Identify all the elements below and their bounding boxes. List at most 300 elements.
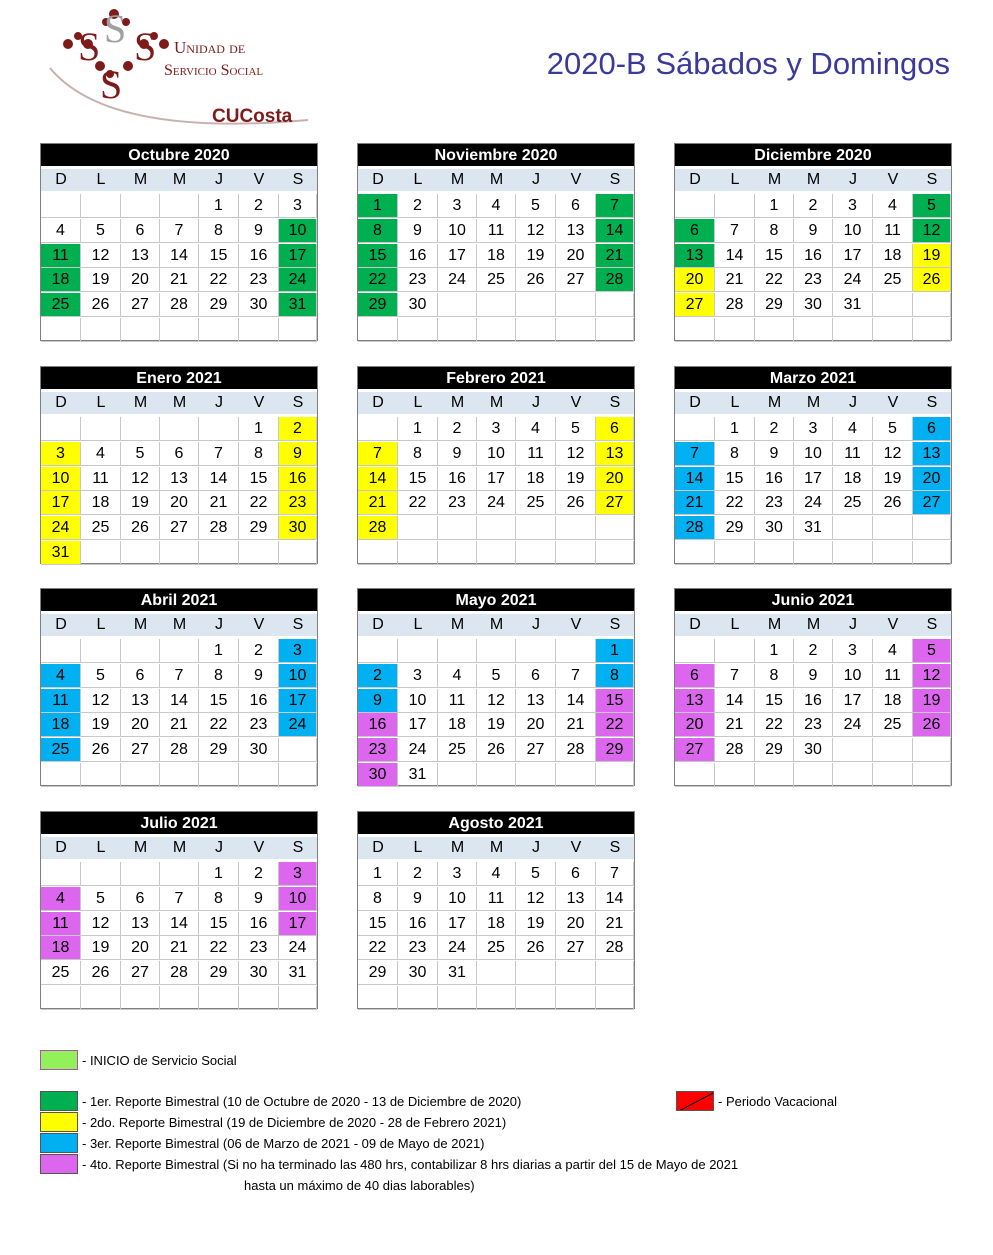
day-cell: 6 xyxy=(121,219,160,243)
weekday-header: D xyxy=(41,614,81,636)
empty-cell xyxy=(477,763,516,787)
weekday-header: V xyxy=(873,392,913,414)
day-cell: 15 xyxy=(199,689,239,713)
empty-cell xyxy=(160,862,199,886)
empty-cell xyxy=(715,194,755,218)
day-cell: 13 xyxy=(556,219,596,243)
day-cell: 24 xyxy=(41,516,81,540)
weekday-header: V xyxy=(556,392,596,414)
day-cell: 29 xyxy=(596,738,634,762)
logo-line1: Unidad de xyxy=(174,38,246,57)
day-cell: 16 xyxy=(358,713,398,737)
weekday-header: S xyxy=(596,837,634,859)
weekday-header: D xyxy=(41,837,81,859)
day-cell: 27 xyxy=(121,738,160,762)
day-cell: 5 xyxy=(477,664,516,688)
day-cell: 17 xyxy=(279,244,317,268)
day-cell: 19 xyxy=(81,268,121,292)
weekday-header: M xyxy=(794,614,833,636)
day-cell: 2 xyxy=(398,862,438,886)
day-cell: 15 xyxy=(596,689,634,713)
day-cell: 21 xyxy=(596,912,634,936)
weekday-header: M xyxy=(160,169,199,191)
day-cell: 7 xyxy=(715,664,755,688)
weekday-header: J xyxy=(199,614,239,636)
day-cell: 16 xyxy=(794,689,833,713)
month-title: Abril 2021 xyxy=(41,589,317,611)
weekday-header: M xyxy=(121,837,160,859)
empty-cell xyxy=(121,417,160,441)
empty-cell xyxy=(41,862,81,886)
day-cell: 9 xyxy=(398,887,438,911)
weekday-header: S xyxy=(279,392,317,414)
day-cell: 28 xyxy=(160,293,199,317)
empty-cell xyxy=(833,516,873,540)
day-cell: 21 xyxy=(160,268,199,292)
day-cell: 20 xyxy=(160,491,199,515)
day-cell: 10 xyxy=(438,219,477,243)
legend-reporte4-swatch xyxy=(40,1154,78,1174)
day-cell: 10 xyxy=(279,219,317,243)
day-cell: 19 xyxy=(81,936,121,960)
empty-cell xyxy=(239,986,279,1010)
day-cell: 29 xyxy=(358,961,398,985)
day-cell: 1 xyxy=(596,639,634,663)
empty-cell xyxy=(755,763,794,787)
empty-cell xyxy=(794,318,833,342)
day-cell: 24 xyxy=(279,713,317,737)
empty-cell xyxy=(675,763,715,787)
empty-cell xyxy=(556,318,596,342)
empty-cell xyxy=(160,194,199,218)
month-title: Julio 2021 xyxy=(41,812,317,834)
svg-text:S: S xyxy=(100,62,123,107)
day-cell: 8 xyxy=(199,664,239,688)
day-cell: 1 xyxy=(358,862,398,886)
day-cell: 15 xyxy=(358,244,398,268)
day-cell: 5 xyxy=(81,219,121,243)
weekday-header: S xyxy=(596,392,634,414)
weekday-header: M xyxy=(160,837,199,859)
day-cell: 24 xyxy=(477,491,516,515)
day-cell: 21 xyxy=(715,268,755,292)
day-cell: 24 xyxy=(794,491,833,515)
day-cell: 26 xyxy=(81,961,121,985)
weekday-header: M xyxy=(438,614,477,636)
empty-cell xyxy=(755,541,794,565)
day-cell: 22 xyxy=(199,936,239,960)
empty-cell xyxy=(199,318,239,342)
day-cell: 9 xyxy=(239,664,279,688)
empty-cell xyxy=(81,541,121,565)
weekday-header: L xyxy=(81,169,121,191)
day-cell: 25 xyxy=(477,936,516,960)
empty-cell xyxy=(121,639,160,663)
day-cell: 31 xyxy=(41,541,81,565)
svg-text:S: S xyxy=(104,8,127,51)
day-cell: 1 xyxy=(398,417,438,441)
empty-cell xyxy=(556,986,596,1010)
svg-text:S: S xyxy=(78,24,101,69)
empty-cell xyxy=(833,738,873,762)
day-cell: 29 xyxy=(715,516,755,540)
day-cell: 7 xyxy=(556,664,596,688)
weekday-header: M xyxy=(160,614,199,636)
day-cell: 12 xyxy=(121,467,160,491)
day-cell: 12 xyxy=(556,442,596,466)
day-cell: 10 xyxy=(477,442,516,466)
day-cell: 26 xyxy=(81,293,121,317)
day-cell: 30 xyxy=(279,516,317,540)
weekday-header: V xyxy=(556,837,596,859)
weekday-header: D xyxy=(675,169,715,191)
day-cell: 30 xyxy=(398,961,438,985)
weekday-header: D xyxy=(675,392,715,414)
day-cell: 5 xyxy=(516,862,556,886)
day-cell: 6 xyxy=(121,664,160,688)
day-cell: 5 xyxy=(81,887,121,911)
empty-cell xyxy=(41,194,81,218)
day-cell: 29 xyxy=(199,961,239,985)
legend-reporte4-text-cont: hasta un máximo de 40 dias laborables) xyxy=(244,1178,475,1193)
weekday-header: M xyxy=(160,392,199,414)
day-cell: 20 xyxy=(516,713,556,737)
day-cell: 22 xyxy=(239,491,279,515)
day-cell: 5 xyxy=(913,639,951,663)
day-cell: 8 xyxy=(199,887,239,911)
weekday-header: V xyxy=(239,614,279,636)
empty-cell xyxy=(41,318,81,342)
weekday-header: D xyxy=(358,169,398,191)
day-cell: 21 xyxy=(160,936,199,960)
empty-cell xyxy=(477,541,516,565)
day-cell: 2 xyxy=(279,417,317,441)
day-cell: 30 xyxy=(239,738,279,762)
day-cell: 29 xyxy=(755,738,794,762)
weekday-header: L xyxy=(715,614,755,636)
day-cell: 4 xyxy=(477,194,516,218)
day-cell: 20 xyxy=(675,268,715,292)
day-cell: 7 xyxy=(160,664,199,688)
empty-cell xyxy=(675,417,715,441)
day-cell: 2 xyxy=(239,639,279,663)
empty-cell xyxy=(833,763,873,787)
empty-cell xyxy=(121,986,160,1010)
day-cell: 17 xyxy=(398,713,438,737)
day-cell: 31 xyxy=(279,961,317,985)
day-cell: 3 xyxy=(279,194,317,218)
weekday-header: M xyxy=(438,392,477,414)
day-cell: 23 xyxy=(438,491,477,515)
day-cell: 19 xyxy=(873,467,913,491)
day-cell: 22 xyxy=(755,268,794,292)
day-cell: 26 xyxy=(477,738,516,762)
weekday-header: M xyxy=(755,614,794,636)
empty-cell xyxy=(121,862,160,886)
legend-vacacional-text: - Periodo Vacacional xyxy=(718,1094,837,1109)
day-cell: 18 xyxy=(833,467,873,491)
weekday-header: S xyxy=(913,169,951,191)
legend-reporte2-text: - 2do. Reporte Bimestral (19 de Diciembre de 2020 - 28 de Febrero 2021) xyxy=(82,1115,507,1130)
day-cell: 8 xyxy=(755,219,794,243)
day-cell: 19 xyxy=(913,689,951,713)
day-cell: 2 xyxy=(358,664,398,688)
day-cell: 26 xyxy=(516,936,556,960)
weekday-header: V xyxy=(239,837,279,859)
day-cell: 23 xyxy=(398,268,438,292)
day-cell: 15 xyxy=(755,244,794,268)
day-cell: 11 xyxy=(873,664,913,688)
day-cell: 20 xyxy=(121,268,160,292)
empty-cell xyxy=(279,763,317,787)
day-cell: 11 xyxy=(516,442,556,466)
empty-cell xyxy=(41,763,81,787)
day-cell: 15 xyxy=(199,244,239,268)
day-cell: 9 xyxy=(794,664,833,688)
legend-inicio-swatch xyxy=(40,1050,78,1070)
month-calendar xyxy=(357,143,635,341)
weekday-header: M xyxy=(794,169,833,191)
day-cell: 6 xyxy=(596,417,634,441)
day-cell: 28 xyxy=(596,936,634,960)
day-cell: 16 xyxy=(239,689,279,713)
day-cell: 11 xyxy=(873,219,913,243)
day-cell: 8 xyxy=(755,664,794,688)
empty-cell xyxy=(199,417,239,441)
weekday-header: M xyxy=(755,392,794,414)
empty-cell xyxy=(121,318,160,342)
empty-cell xyxy=(121,763,160,787)
empty-cell xyxy=(715,763,755,787)
weekday-header: V xyxy=(239,169,279,191)
day-cell: 1 xyxy=(358,194,398,218)
empty-cell xyxy=(516,293,556,317)
day-cell: 20 xyxy=(556,912,596,936)
day-cell: 5 xyxy=(556,417,596,441)
day-cell: 17 xyxy=(477,467,516,491)
day-cell: 16 xyxy=(438,467,477,491)
day-cell: 11 xyxy=(477,219,516,243)
empty-cell xyxy=(438,763,477,787)
day-cell: 7 xyxy=(675,442,715,466)
day-cell: 9 xyxy=(438,442,477,466)
empty-cell xyxy=(715,541,755,565)
month-calendar xyxy=(357,811,635,1009)
day-cell: 15 xyxy=(199,912,239,936)
day-cell: 19 xyxy=(477,713,516,737)
empty-cell xyxy=(438,639,477,663)
day-cell: 11 xyxy=(477,887,516,911)
day-cell: 17 xyxy=(833,244,873,268)
day-cell: 4 xyxy=(873,194,913,218)
month-title: Diciembre 2020 xyxy=(675,144,951,166)
day-cell: 19 xyxy=(516,244,556,268)
day-cell: 4 xyxy=(516,417,556,441)
empty-cell xyxy=(596,986,634,1010)
empty-cell xyxy=(477,516,516,540)
day-cell: 13 xyxy=(675,244,715,268)
empty-cell xyxy=(715,639,755,663)
weekday-header: M xyxy=(755,169,794,191)
day-cell: 26 xyxy=(913,268,951,292)
day-cell: 18 xyxy=(438,713,477,737)
day-cell: 10 xyxy=(833,664,873,688)
day-cell: 22 xyxy=(715,491,755,515)
weekday-header: L xyxy=(398,392,438,414)
day-cell: 27 xyxy=(516,738,556,762)
day-cell: 27 xyxy=(675,738,715,762)
day-cell: 8 xyxy=(596,664,634,688)
day-cell: 31 xyxy=(833,293,873,317)
empty-cell xyxy=(41,639,81,663)
day-cell: 22 xyxy=(755,713,794,737)
logo-brand: CUCosta xyxy=(212,106,293,127)
empty-cell xyxy=(199,986,239,1010)
day-cell: 16 xyxy=(239,244,279,268)
weekday-header: M xyxy=(477,169,516,191)
day-cell: 4 xyxy=(873,639,913,663)
day-cell: 13 xyxy=(675,689,715,713)
day-cell: 24 xyxy=(279,936,317,960)
legend-reporte4-text: - 4to. Reporte Bimestral (Si no ha terminado las 480 hrs, contabilizar 8 hrs diarias a partir del 15 de Mayo de 2021 xyxy=(82,1157,739,1172)
day-cell: 28 xyxy=(715,738,755,762)
day-cell: 17 xyxy=(794,467,833,491)
day-cell: 9 xyxy=(755,442,794,466)
empty-cell xyxy=(596,293,634,317)
day-cell: 30 xyxy=(398,293,438,317)
empty-cell xyxy=(477,318,516,342)
day-cell: 10 xyxy=(794,442,833,466)
day-cell: 22 xyxy=(358,936,398,960)
day-cell: 30 xyxy=(755,516,794,540)
day-cell: 19 xyxy=(556,467,596,491)
weekday-header: D xyxy=(358,392,398,414)
day-cell: 12 xyxy=(516,219,556,243)
empty-cell xyxy=(913,318,951,342)
day-cell: 6 xyxy=(675,664,715,688)
day-cell: 28 xyxy=(199,516,239,540)
day-cell: 28 xyxy=(160,738,199,762)
legend-reporte3-text: - 3er. Reporte Bimestral (06 de Marzo de 2021 - 09 de Mayo de 2021) xyxy=(82,1136,485,1151)
month-title: Noviembre 2020 xyxy=(358,144,634,166)
legend-reporte1-swatch xyxy=(40,1091,78,1111)
empty-cell xyxy=(81,417,121,441)
day-cell: 3 xyxy=(41,442,81,466)
empty-cell xyxy=(160,417,199,441)
day-cell: 17 xyxy=(279,689,317,713)
day-cell: 15 xyxy=(715,467,755,491)
day-cell: 13 xyxy=(121,912,160,936)
empty-cell xyxy=(438,986,477,1010)
day-cell: 4 xyxy=(81,442,121,466)
day-cell: 3 xyxy=(833,639,873,663)
day-cell: 6 xyxy=(160,442,199,466)
day-cell: 15 xyxy=(755,689,794,713)
day-cell: 13 xyxy=(160,467,199,491)
empty-cell xyxy=(438,516,477,540)
empty-cell xyxy=(596,541,634,565)
legend-inicio-text: - INICIO de Servicio Social xyxy=(82,1053,237,1068)
day-cell: 3 xyxy=(398,664,438,688)
empty-cell xyxy=(873,763,913,787)
day-cell: 12 xyxy=(477,689,516,713)
empty-cell xyxy=(556,763,596,787)
day-cell: 23 xyxy=(755,491,794,515)
day-cell: 24 xyxy=(438,268,477,292)
weekday-header: L xyxy=(398,169,438,191)
empty-cell xyxy=(675,194,715,218)
legend-reporte1-text: - 1er. Reporte Bimestral (10 de Octubre de 2020 - 13 de Diciembre de 2020) xyxy=(82,1094,522,1109)
empty-cell xyxy=(81,862,121,886)
day-cell: 10 xyxy=(833,219,873,243)
day-cell: 5 xyxy=(81,664,121,688)
day-cell: 9 xyxy=(239,219,279,243)
day-cell: 30 xyxy=(239,293,279,317)
weekday-header: J xyxy=(199,837,239,859)
day-cell: 13 xyxy=(516,689,556,713)
day-cell: 21 xyxy=(675,491,715,515)
empty-cell xyxy=(833,318,873,342)
weekday-header: V xyxy=(873,614,913,636)
empty-cell xyxy=(794,541,833,565)
day-cell: 25 xyxy=(438,738,477,762)
day-cell: 6 xyxy=(556,862,596,886)
day-cell: 12 xyxy=(81,912,121,936)
day-cell: 10 xyxy=(438,887,477,911)
day-cell: 3 xyxy=(279,862,317,886)
day-cell: 6 xyxy=(516,664,556,688)
day-cell: 28 xyxy=(596,268,634,292)
empty-cell xyxy=(833,541,873,565)
empty-cell xyxy=(516,318,556,342)
day-cell: 24 xyxy=(279,268,317,292)
weekday-header: L xyxy=(81,392,121,414)
day-cell: 8 xyxy=(715,442,755,466)
empty-cell xyxy=(675,639,715,663)
weekday-header: L xyxy=(81,614,121,636)
day-cell: 20 xyxy=(121,936,160,960)
day-cell: 7 xyxy=(199,442,239,466)
day-cell: 7 xyxy=(160,219,199,243)
day-cell: 1 xyxy=(239,417,279,441)
day-cell: 29 xyxy=(199,738,239,762)
day-cell: 7 xyxy=(715,219,755,243)
weekday-header: D xyxy=(41,392,81,414)
day-cell: 11 xyxy=(41,244,81,268)
weekday-header: S xyxy=(913,614,951,636)
empty-cell xyxy=(913,763,951,787)
day-cell: 23 xyxy=(794,713,833,737)
day-cell: 18 xyxy=(873,689,913,713)
day-cell: 24 xyxy=(833,268,873,292)
day-cell: 17 xyxy=(279,912,317,936)
day-cell: 19 xyxy=(516,912,556,936)
day-cell: 23 xyxy=(358,738,398,762)
day-cell: 3 xyxy=(477,417,516,441)
day-cell: 10 xyxy=(41,467,81,491)
weekday-header: D xyxy=(358,614,398,636)
day-cell: 22 xyxy=(199,713,239,737)
month-calendar xyxy=(40,143,318,341)
day-cell: 27 xyxy=(913,491,951,515)
day-cell: 21 xyxy=(596,244,634,268)
day-cell: 18 xyxy=(81,491,121,515)
day-cell: 7 xyxy=(596,194,634,218)
day-cell: 6 xyxy=(913,417,951,441)
day-cell: 6 xyxy=(556,194,596,218)
empty-cell xyxy=(398,986,438,1010)
day-cell: 30 xyxy=(358,763,398,787)
